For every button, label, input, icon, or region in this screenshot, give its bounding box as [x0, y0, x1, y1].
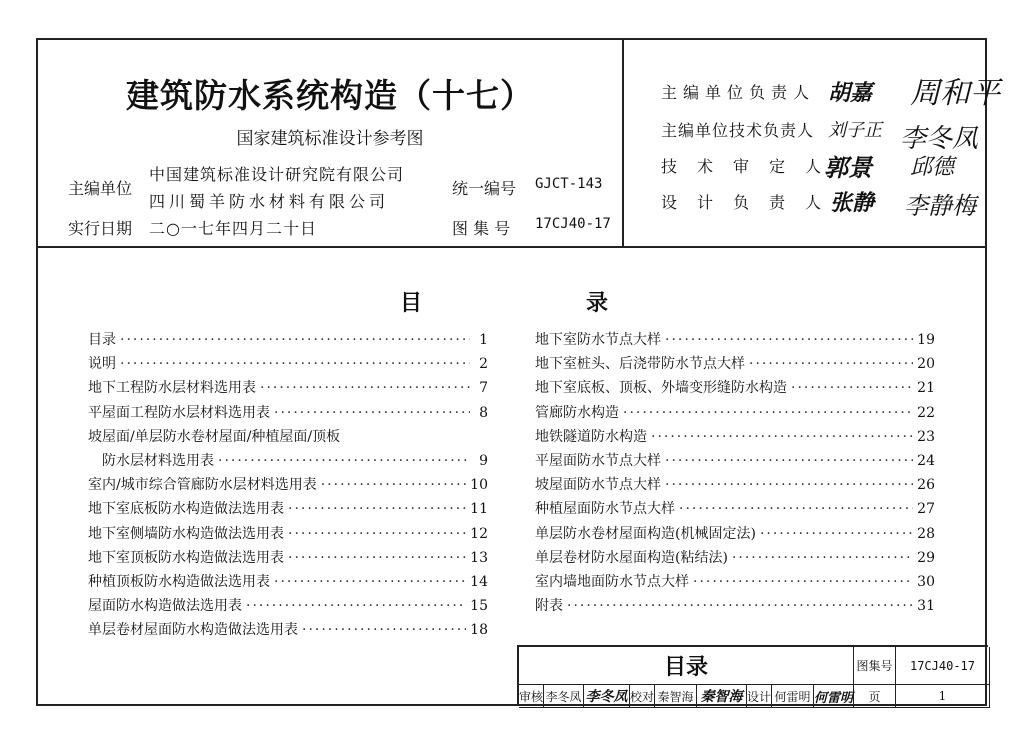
toc-entry: [88, 618, 488, 642]
toc-leader-dots: [288, 497, 466, 521]
toc-entry-page: 24: [917, 453, 935, 469]
toc-entry: [88, 425, 488, 449]
toc-entry-page: 27: [917, 501, 935, 518]
toc-leader-dots: [665, 328, 913, 352]
toc-entry: [535, 376, 935, 400]
toc-leader-dots: [288, 546, 466, 570]
checker-signature: 秦智海: [697, 685, 747, 708]
toc-leader-dots: [274, 570, 466, 594]
approval-role: 设计负责人: [661, 193, 842, 212]
toc-entry-page: 14: [470, 574, 488, 590]
toc-entry-page: 20: [917, 356, 935, 373]
toc-entry-title: 坡屋面防水节点大样: [535, 477, 661, 494]
toc-entry-title: 种植顶板防水构造做法选用表: [88, 574, 270, 590]
toc-entry-title: 单层卷材防水屋面构造(粘结法): [535, 549, 728, 566]
toc-entry-page: 7: [479, 380, 488, 397]
toc-heading-char2: 录: [586, 291, 609, 316]
toc-leader-dots: [679, 497, 913, 521]
toc-entry-title: 平屋面防水节点大样: [535, 453, 661, 469]
toc-entry: [88, 497, 488, 521]
toc-leader-dots: [246, 594, 466, 618]
effective-date-label: 实行日期: [68, 219, 133, 238]
atlas-title: 建筑防水系统构造（十七）: [126, 76, 534, 115]
toc-leader-dots: [120, 328, 470, 352]
drawing-frame: [36, 38, 1000, 706]
toc-leader-dots: [623, 401, 913, 425]
toc-leader-dots: [567, 594, 913, 618]
title-block: [517, 645, 988, 706]
toc-leader-dots: [302, 618, 466, 642]
atlas-no-label: 图 集 号: [452, 219, 511, 238]
toc-entry: [535, 425, 935, 449]
toc-leader-dots: [749, 352, 913, 376]
toc-entry: [88, 376, 488, 400]
toc-entry-title: 管廊防水构造: [535, 404, 619, 421]
toc-entry-page: 13: [470, 549, 488, 566]
toc-entry-title: 附表: [535, 598, 563, 615]
toc-entry-title: 单层防水卷材屋面构造(机械固定法): [535, 525, 756, 542]
toc-entry-title: 地下室底板、顶板、外墙变形缝防水构造: [535, 380, 787, 397]
toc-entry-page: 12: [470, 525, 488, 542]
toc-entry-title: 地下工程防水层材料选用表: [88, 380, 256, 397]
toc-entry: [535, 570, 935, 594]
atlas-no-label: 图集号: [854, 647, 896, 685]
toc-entry-title: 地下室底板防水构造做法选用表: [88, 501, 284, 518]
signature: 邱德: [910, 155, 955, 180]
toc-entry-page: 31: [917, 598, 935, 615]
toc-entry-page: 9: [479, 453, 488, 469]
toc-entry-page: 19: [917, 332, 935, 348]
toc-leader-dots: [218, 449, 470, 473]
toc-leader-dots: [760, 522, 913, 546]
toc-entry-title: 地下室顶板防水构造做法选用表: [88, 549, 284, 566]
toc-leader-dots: [693, 570, 913, 594]
reviewer-name: 李冬凤: [544, 685, 584, 708]
editor-unit-label: 主编单位: [68, 179, 133, 198]
toc-entry: [535, 473, 935, 497]
signature: 胡嘉: [828, 80, 873, 106]
atlas-subtitle: 国家建筑标准设计参考图: [236, 129, 424, 149]
toc-entry-title: 屋面防水构造做法选用表: [88, 598, 242, 615]
toc-leader-dots: [260, 376, 470, 400]
signature: 周和平: [910, 76, 1000, 111]
toc-leader-dots: [321, 473, 466, 497]
toc-entry-page: 29: [917, 549, 935, 566]
editor-unit-1: 中国建筑标准设计研究院有限公司: [149, 165, 405, 184]
approval-role: 主编单位技术负责人: [661, 121, 815, 140]
toc-entry-title: 种植屋面防水节点大样: [535, 501, 675, 518]
toc-entry: [535, 497, 935, 521]
toc-entry-title: 坡屋面/单层防水卷材屋面/种植屋面/顶板: [88, 428, 341, 445]
toc-entry: [88, 546, 488, 570]
toc-entry-page: 15: [470, 598, 488, 615]
toc-entry-page: 1: [479, 332, 488, 348]
checker-name: 秦智海: [655, 685, 697, 708]
toc-entry: [88, 473, 488, 497]
toc-entry-title: 地铁隧道防水构造: [535, 428, 647, 445]
toc-entry-page: 18: [470, 622, 488, 639]
toc-entry-page: 23: [917, 428, 935, 445]
toc-entry-title: 平屋面工程防水层材料选用表: [88, 404, 270, 421]
toc-entry-page: 2: [479, 356, 488, 373]
toc-heading-char1: 目: [400, 291, 423, 316]
toc-entry-page: 8: [479, 404, 488, 421]
toc-entry-page: 10: [470, 477, 488, 494]
toc-entry: [535, 401, 935, 425]
toc-leader-dots: [651, 425, 913, 449]
toc-leader-dots: [288, 522, 466, 546]
toc-entry-page: 21: [917, 380, 935, 397]
toc-entry-title: 地下室侧墙防水构造做法选用表: [88, 525, 284, 542]
uniform-no-label: 统一编号: [452, 179, 517, 198]
toc-entry-title: 说明: [88, 356, 116, 373]
toc-leader-dots: [791, 376, 913, 400]
toc-entry: [535, 449, 935, 473]
signature: 李静梅: [904, 192, 976, 220]
toc-entry: [535, 546, 935, 570]
designer-name: 何雷明: [772, 685, 814, 708]
design-label: 设计: [747, 685, 772, 708]
toc-entry: [535, 352, 935, 376]
toc-entry: [88, 594, 488, 618]
check-label: 校对: [630, 685, 655, 708]
toc-entry-title: 目录: [88, 332, 116, 348]
toc-leader-dots: [665, 473, 913, 497]
toc-leader-dots: [665, 449, 913, 473]
toc-leader-dots: [732, 546, 913, 570]
signature: 张静: [830, 190, 875, 216]
approval-role: 主编单位负责人: [661, 83, 816, 102]
page-label: 页: [854, 685, 896, 708]
signature: 刘子正: [828, 120, 882, 141]
atlas-no-value: 17CJ40-17: [896, 647, 990, 685]
toc-entry-page: 30: [917, 574, 935, 590]
toc-entry: [535, 328, 935, 352]
review-label: 审核: [519, 685, 544, 708]
toc-entry: [535, 594, 935, 618]
toc-entry-title: 室内/城市综合管廊防水层材料选用表: [88, 477, 317, 494]
toc-entry: [102, 449, 488, 473]
toc-entry: [88, 570, 488, 594]
reviewer-signature: 李冬凤: [584, 685, 630, 708]
designer-signature: 何雷明: [814, 685, 854, 708]
toc-entry-page: 22: [917, 404, 935, 421]
toc-leader-dots: [274, 401, 470, 425]
toc-entry-title: 地下室防水节点大样: [535, 332, 661, 348]
toc-entry-title: 室内墙地面防水节点大样: [535, 574, 689, 590]
toc-entry-title: 地下室桩头、后浇带防水节点大样: [535, 356, 745, 373]
uniform-no: GJCT-143: [535, 176, 603, 192]
page-number: 1: [896, 685, 990, 708]
toc-entry: [88, 522, 488, 546]
sheet-title: 目录: [519, 647, 854, 685]
toc-entry: [88, 352, 488, 376]
toc-entry-title: 防水层材料选用表: [102, 453, 214, 469]
toc-leader-dots: [120, 352, 470, 376]
toc-entry: [88, 328, 488, 352]
approval-role: 技术审定人: [661, 157, 842, 176]
toc-entry: [88, 401, 488, 425]
toc-entry-page: 28: [917, 525, 935, 542]
toc-entry-page: 26: [917, 477, 935, 494]
toc-entry: [535, 522, 935, 546]
toc-entry-page: 11: [470, 501, 488, 518]
atlas-no: 17CJ40-17: [535, 216, 611, 232]
header-block: [38, 40, 1000, 248]
toc-entry-title: 单层卷材屋面防水构造做法选用表: [88, 622, 298, 639]
header-left: [38, 40, 624, 246]
editor-unit-2: 四川蜀羊防水材料有限公司: [149, 192, 390, 211]
signature: 郭景: [824, 153, 872, 182]
effective-date: 二○一七年四月二十日: [149, 219, 317, 238]
signature: 李冬凤: [900, 124, 979, 154]
